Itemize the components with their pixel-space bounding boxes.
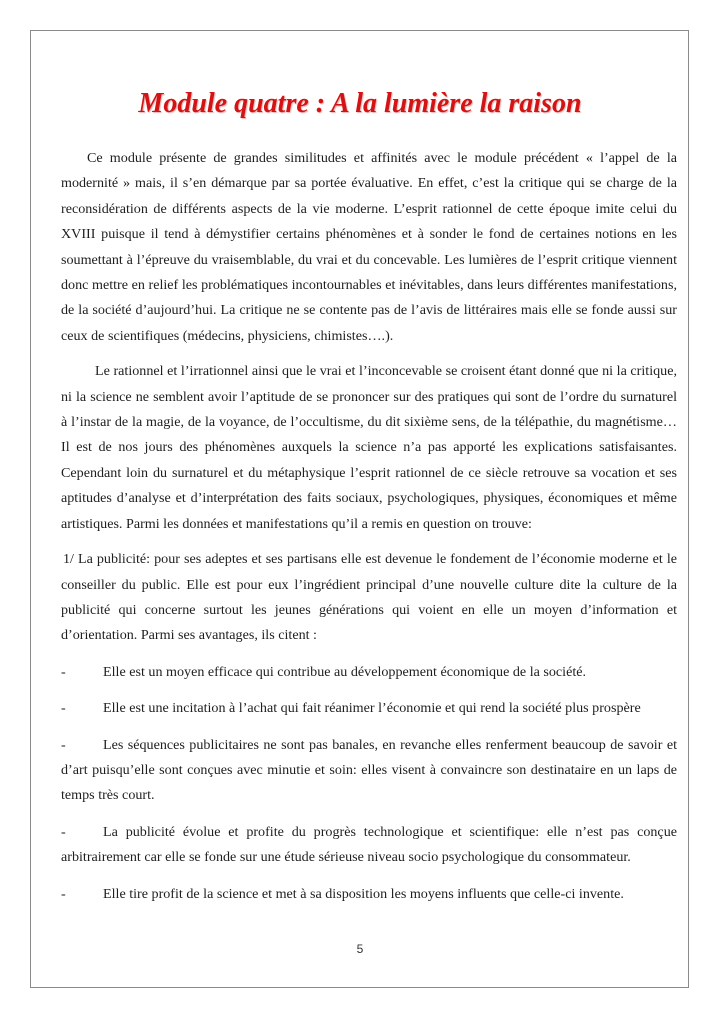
bullet-dash: - bbox=[61, 885, 66, 902]
list-item bbox=[61, 820, 677, 871]
list-item-text: La publicité évolue et profite du progrès technologique et scientifique: elle n’est pas conçue arbitrairement car elle se fonde sur une étude sérieuse niveau socio psychologique du consommateur. bbox=[61, 823, 677, 866]
bullet-dash: - bbox=[61, 700, 66, 717]
list-item bbox=[61, 733, 677, 809]
paragraph-publicite: 1/ La publicité: pour ses adeptes et ses partisans elle est devenue le fondement de l’économie moderne et le conseiller du public. Elle est pour eux l’ingrédient principal d’une nouvelle culture dite la culture de la publicité qui concerne surtout les jeunes générations qui voient en elle un moyen d’information et d’orientation. Parmi ses avantages, ils citent : bbox=[61, 551, 677, 644]
paragraph-intro: Ce module présente de grandes similitudes et affinités avec le module précédent « l’appel de la modernité » mais, il s’en démarque par sa portée évaluative. En effet, c’est la critique qui se charge de la reconsidération de différents aspects de la vie moderne. L’esprit rationnel de cette époque imite celui du XVIII puisque il tend à démystifier certains phénomènes et à sonder le fond de certaines notions en les soumettant à l’épreuve du vraisemblable, du vrai et du concevable. Les lumières de l’esprit critique viennent donc mettre en relief les problématiques incontournables et inévitables, dans leurs différentes manifestations, de la société d’aujourd’hui. La critique ne se contente pas de l’avis de littéraires mais elle se fonde aussi sur ceux de scientifiques (médecins, physiciens, chimistes….). bbox=[61, 150, 677, 344]
list-item-text: Elle est un moyen efficace qui contribue au développement économique de la société. bbox=[103, 663, 587, 680]
list-item bbox=[61, 696, 677, 721]
list-item bbox=[61, 660, 677, 685]
list-item-text: Elle tire profit de la science et met à sa disposition les moyens influents que celle-ci invente. bbox=[103, 885, 624, 902]
bullet-dash: - bbox=[61, 736, 66, 753]
list-item-text: Les séquences publicitaires ne sont pas banales, en revanche elles renferment beaucoup de savoir et d’art puisqu’elle sont conçues avec minutie et soin: elles visent à convaincre son destinataire en un laps de temps très court. bbox=[61, 736, 677, 804]
document-body bbox=[61, 146, 677, 907]
page-title: Module quatre : A la lumière la raison bbox=[138, 88, 582, 119]
paragraph-rationnel: Le rationnel et l’irrationnel ainsi que le vrai et l’inconcevable se croisent étant donné que ni la critique, ni la science ne semblent avoir l’aptitude de se prononcer sur des pratiques qui sont de l’ordre du surnaturel à l’instar de la magie, de la voyance, de l’occultisme, du dit sixième sens, de la télépathie, du magnétisme…Il est de nos jours des phénomènes auxquels la science n’a pas apporté les explications satisfaisantes. Cependant loin du surnaturel et du métaphysique l’esprit rationnel de ce siècle retrouve sa vocation et ses aptitudes d’analyse et d’interprétation des faits sociaux, psychologiques, physiques, économiques et même artistiques. Parmi les données et manifestations qu’il a remis en question on trouve: bbox=[61, 363, 677, 532]
list-item bbox=[61, 882, 677, 907]
bullet-dash: - bbox=[61, 823, 66, 840]
bullet-dash: - bbox=[61, 663, 66, 680]
list-item-text: Elle est une incitation à l’achat qui fait réanimer l’économie et qui rend la société plus prospère bbox=[103, 700, 641, 717]
page-number: 5 bbox=[356, 942, 364, 956]
